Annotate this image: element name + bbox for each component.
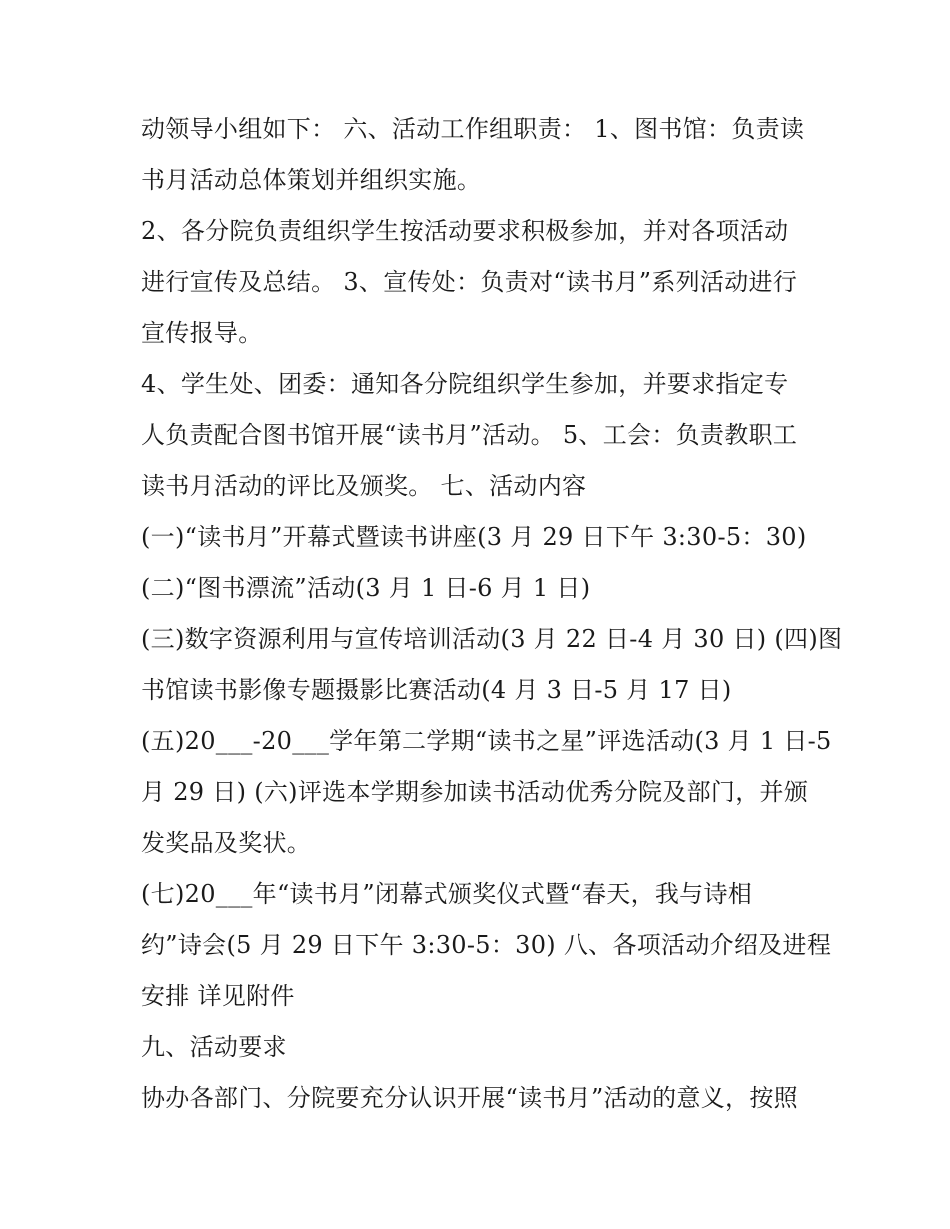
text-line: 进行宣传及总结。 3、宣传处：负责对“读书月”系列活动进行 <box>141 268 798 296</box>
text-line: 人负责配合图书馆开展“读书月”活动。 5、工会：负责教职工 <box>141 421 798 449</box>
text-line: 发奖品及奖状。 <box>141 829 312 857</box>
text-line: (五)20___-20___学年第二学期“读书之星”评选活动(3 月 1 日-5 <box>141 727 832 755</box>
document-body <box>141 104 843 1124</box>
text-line: 书月活动总体策划并组织实施。 <box>141 166 482 194</box>
text-line: (二)“图书漂流”活动(3 月 1 日-6 月 1 日) <box>141 574 591 602</box>
text-line: 宣传报导。 <box>141 319 263 347</box>
text-line: 4、学生处、团委：通知各分院组织学生参加，并要求指定专 <box>141 370 789 398</box>
text-line: (一)“读书月”开幕式暨读书讲座(3 月 29 日下午 3:30-5：30) <box>141 523 807 551</box>
text-line: 书馆读书影像专题摄影比赛活动(4 月 3 日-5 月 17 日) <box>141 676 732 704</box>
text-line: 约”诗会(5 月 29 日下午 3:30-5：30) 八、各项活动介绍及进程 <box>141 931 832 959</box>
text-line: 2、各分院负责组织学生按活动要求积极参加，并对各项活动 <box>141 217 789 245</box>
text-line: (七)20___年“读书月”闭幕式颁奖仪式暨“春天，我与诗相 <box>141 880 753 908</box>
text-line: 动领导小组如下： 六、活动工作组职责： 1、图书馆：负责读 <box>141 115 805 143</box>
text-line: 月 29 日) (六)评选本学期参加读书活动优秀分院及部门，并颁 <box>141 778 809 806</box>
text-line: (三)数字资源利用与宣传培训活动(3 月 22 日-4 月 30 日) (四)图 <box>141 625 843 653</box>
text-line: 安排 详见附件 <box>141 982 295 1010</box>
text-line: 协办各部门、分院要充分认识开展“读书月”活动的意义，按照 <box>141 1084 798 1112</box>
text-line: 读书月活动的评比及颁奖。 七、活动内容 <box>141 472 587 500</box>
section-heading: 九、活动要求 <box>141 1033 287 1061</box>
